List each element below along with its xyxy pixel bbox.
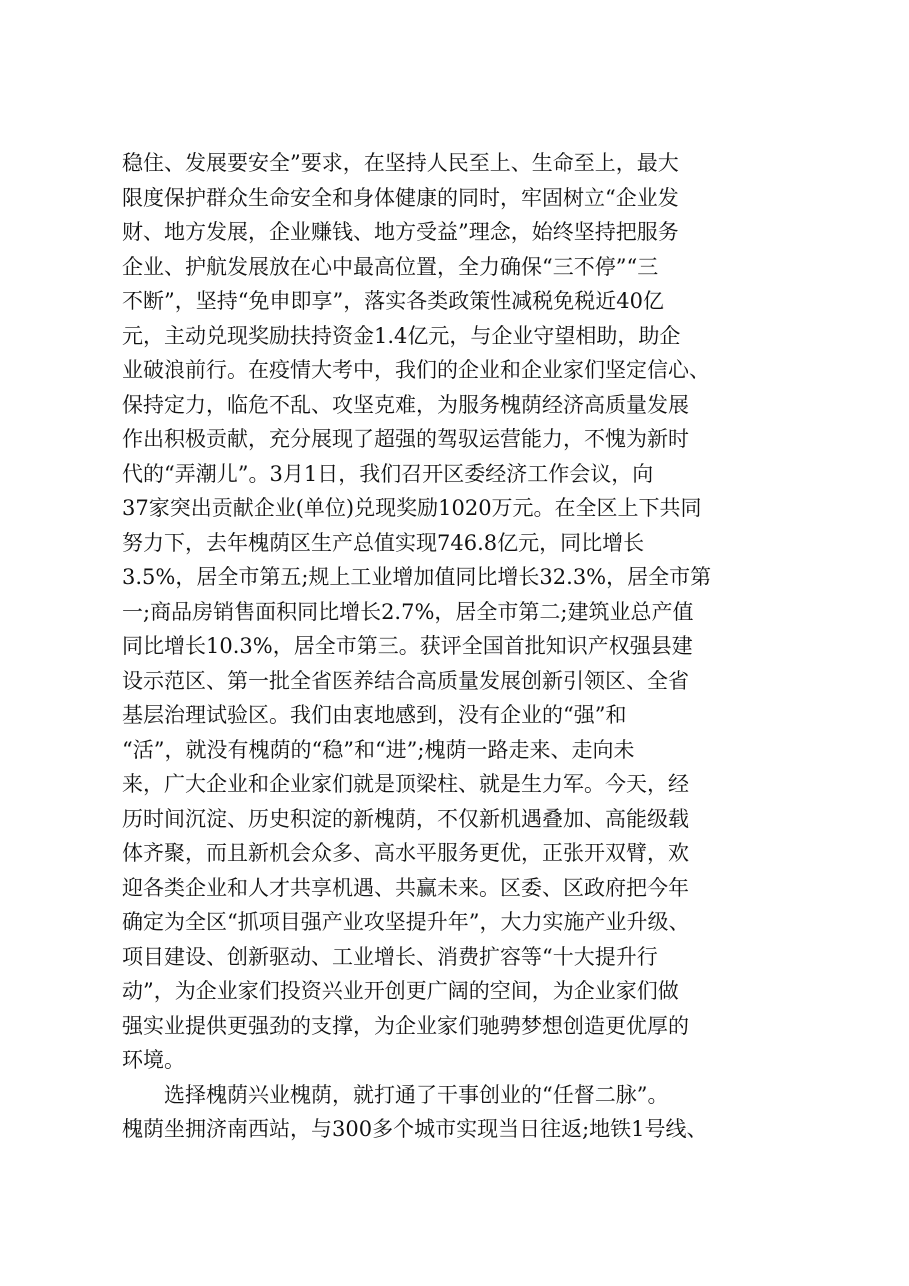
text-line: 历时间沉淀、历史积淀的新槐荫，不仅新机遇叠加、高能级载 — [122, 806, 689, 831]
text-line: 基层治理试验区。我们由衷地感到，没有企业的“强”和 — [122, 703, 627, 727]
text-line: 迎各类企业和人才共享机遇、共赢未来。区委、区政府把今年 — [122, 875, 689, 900]
text-line: “活”，就没有槐荫的“稳”和“进”;槐荫一路走来、走向未 — [122, 737, 635, 762]
text-line: 限度保护群众生命安全和身体健康的同时，牢固树立“企业发 — [122, 185, 679, 210]
text-line: 企业、护航发展放在心中最高位置，全力确保“三不停”“三 — [122, 254, 659, 279]
text-line: 一;商品房销售面积同比增长2.7%，居全市第二;建筑业总产值 — [122, 599, 694, 624]
text-line: 代的“弄潮儿”。3月1日，我们召开区委经济工作会议，向 — [122, 461, 654, 486]
text-line: 稳住、发展要安全”要求，在坚持人民至上、生命至上，最大 — [122, 151, 679, 175]
text-line: 强实业提供更强劲的支撑，为企业家们驰骋梦想创造更优厚的 — [122, 1013, 689, 1038]
text-line: 保持定力，临危不乱、攻坚克难，为服务槐荫经济高质量发展 — [122, 392, 689, 417]
text-line: 动”，为企业家们投资兴业开创更广阔的空间，为企业家们做 — [122, 979, 679, 1003]
text-line: 体齐聚，而且新机会众多、高水平服务更优，正张开双臂，欢 — [122, 841, 689, 865]
text-line: 设示范区、第一批全省医养结合高质量发展创新引领区、全省 — [122, 668, 689, 693]
text-line: 槐荫坐拥济南西站，与300多个城市实现当日往返;地铁1号线、 — [122, 1117, 708, 1141]
text-line: 元，主动兑现奖励扶持资金1.4亿元，与企业守望相助，助企 — [122, 323, 681, 348]
body-text — [122, 146, 822, 1147]
text-line: 努力下，去年槐荫区生产总值实现746.8亿元，同比增长 — [122, 530, 645, 555]
text-line: 确定为全区“抓项目强产业攻坚提升年”，大力实施产业升级、 — [122, 910, 690, 934]
text-line: 业破浪前行。在疫情大考中，我们的企业和企业家们坚定信心、 — [122, 358, 710, 382]
text-line: 环境。 — [122, 1048, 185, 1072]
text-line: 来，广大企业和企业家们就是顶梁柱、就是生力军。今天，经 — [122, 772, 689, 796]
paragraph-start-line: 选择槐荫兴业槐荫，就打通了干事创业的“任督二脉”。 — [164, 1082, 669, 1107]
text-line: 财、地方发展，企业赚钱、地方受益”理念，始终坚持把服务 — [122, 220, 679, 244]
text-line: 项目建设、创新驱动、工业增长、消费扩容等“十大提升行 — [122, 944, 658, 969]
text-line: 不断”，坚持“免申即享”，落实各类政策性减税免税近40亿 — [122, 289, 664, 313]
text-line: 37家突出贡献企业(单位)兑现奖励1020万元。在全区上下共同 — [122, 496, 702, 520]
text-line: 同比增长10.3%，居全市第三。获评全国首批知识产权强县建 — [122, 634, 693, 658]
text-line: 3.5%，居全市第五;规上工业增加值同比增长32.3%，居全市第 — [122, 565, 712, 589]
text-line: 作出积极贡献，充分展现了超强的驾驭运营能力，不愧为新时 — [122, 427, 689, 451]
